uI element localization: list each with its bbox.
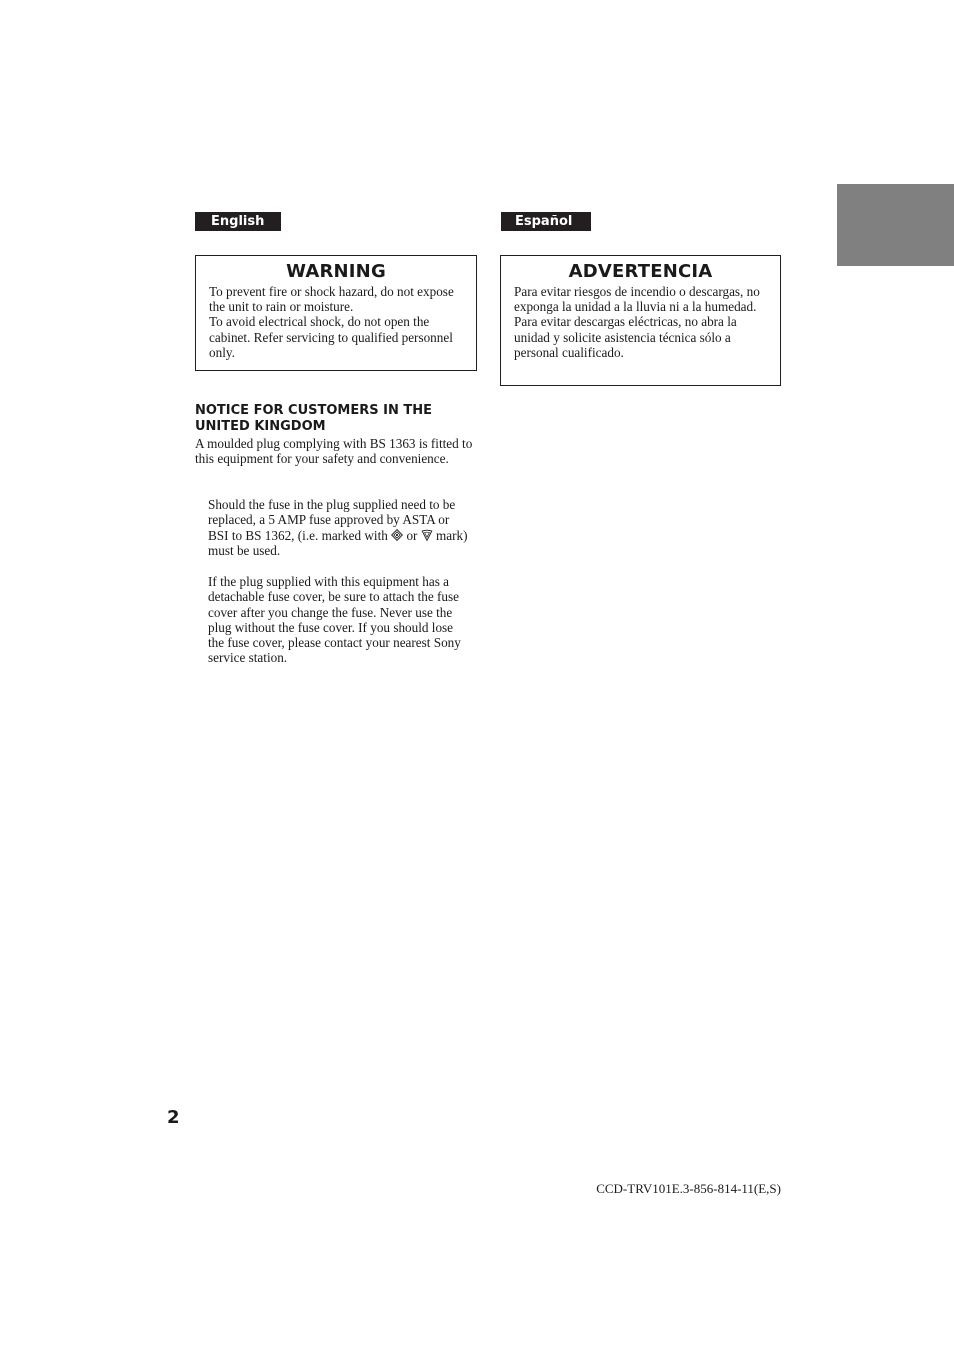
- advertencia-box: [500, 255, 781, 386]
- side-thumb-tab: [837, 184, 954, 266]
- warning-paragraph: To avoid electrical shock, do not open the cabinet. Refer servicing to qualified personnel only.: [209, 314, 453, 360]
- asta-mark-icon: [391, 529, 403, 541]
- page-number: 2: [167, 1107, 180, 1128]
- fuse-text-part: mark) must be used.: [208, 527, 468, 558]
- warning-text: [209, 284, 466, 360]
- advertencia-paragraph: Para evitar descargas eléctricas, no abra la unidad y solicite asistencia técnica sólo a personal cualificado.: [514, 314, 737, 360]
- language-label-spanish: Español: [501, 212, 591, 231]
- language-label-english: English: [195, 212, 281, 231]
- fuse-text-part: Should the fuse in the plug supplied need to be replaced, a 5 AMP fuse approved by ASTA or BSI to BS 1362, (i.e. marked with: [208, 497, 456, 543]
- notice-heading: NOTICE FOR CUSTOMERS IN THE UNITED KINGDOM: [195, 403, 433, 434]
- fuse-cover-paragraph: If the plug supplied with this equipment has a detachable fuse cover, be sure to attach the fuse cover after you change the fuse. Never use the plug without the fuse cover. If you should lose the fuse cover, please contact your nearest Sony service station.: [208, 574, 461, 666]
- warning-box: [195, 255, 477, 371]
- advertencia-title: ADVERTENCIA: [568, 261, 713, 282]
- fuse-replacement-paragraph: [208, 497, 470, 558]
- warning-title: WARNING: [286, 261, 386, 282]
- bsi-kitemark-icon: [421, 529, 433, 541]
- advertencia-paragraph: Para evitar riesgos de incendio o descargas, no exponga la unidad a la lluvia ni a la humedad.: [514, 284, 760, 315]
- advertencia-text: [514, 284, 771, 360]
- fuse-text-part: or: [406, 527, 418, 543]
- notice-intro: A moulded plug complying with BS 1363 is fitted to this equipment for your safety and convenience.: [195, 436, 473, 467]
- warning-paragraph: To prevent fire or shock hazard, do not expose the unit to rain or moisture.: [209, 284, 454, 315]
- document-code: CCD-TRV101E.3-856-814-11(E,S): [596, 1181, 781, 1196]
